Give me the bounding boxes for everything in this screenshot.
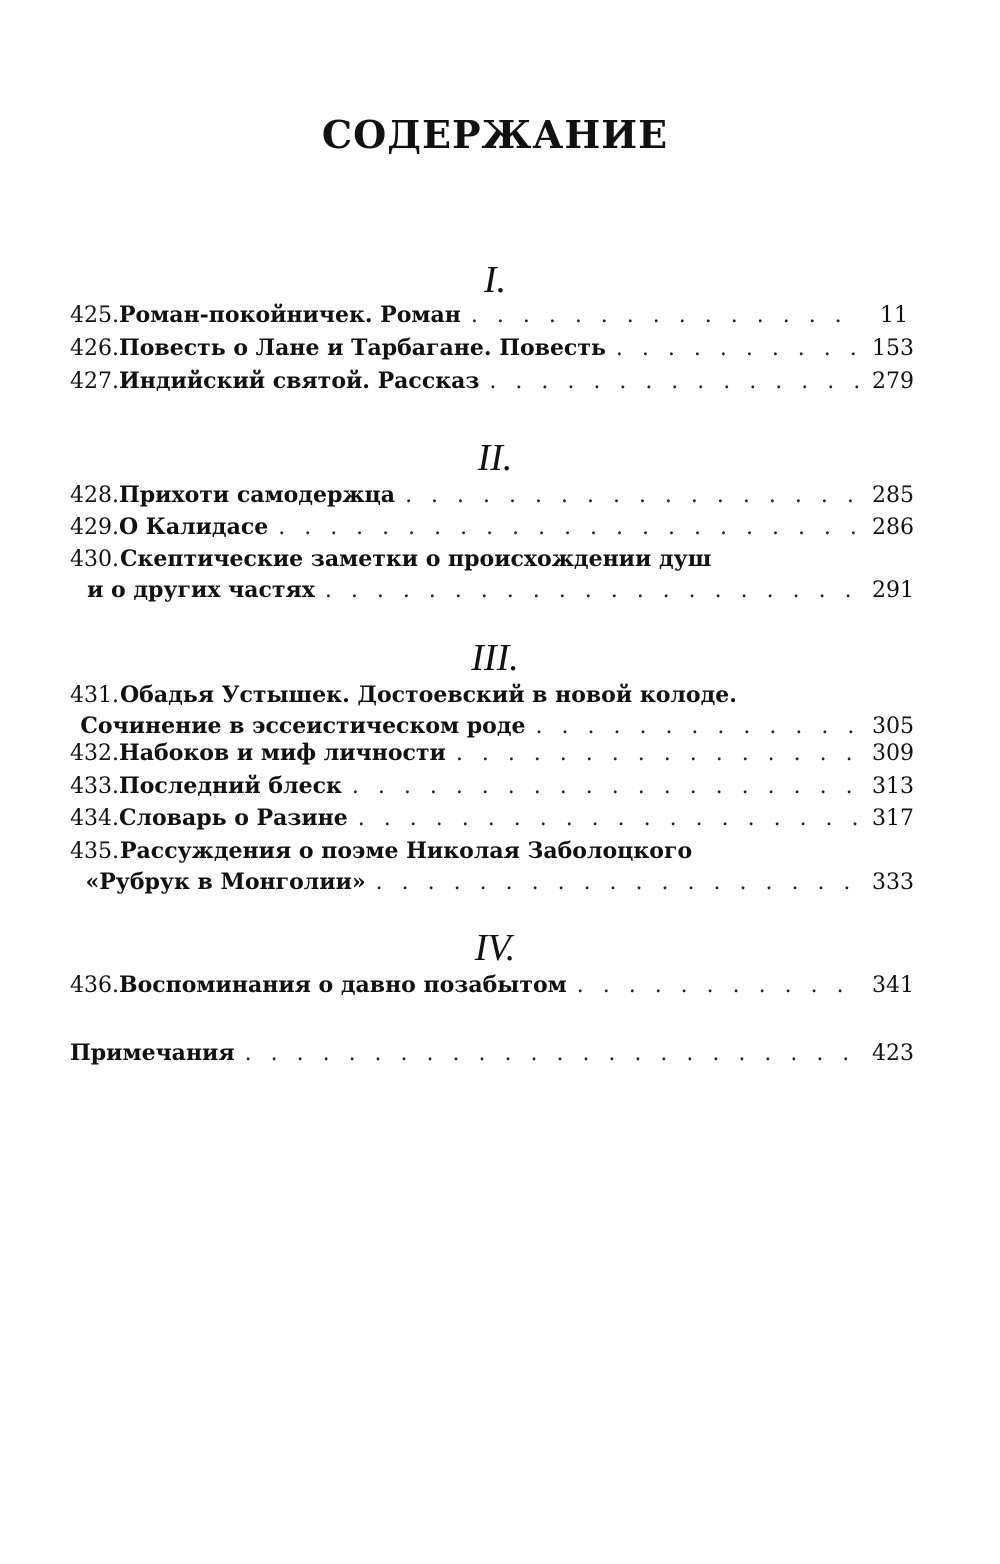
- entry-title-continuation: «Рубрук в Монголии»: [85, 869, 366, 895]
- toc-entry-notes[interactable]: [70, 1038, 914, 1069]
- entry-title: Скептические заметки о происхождении душ: [120, 546, 712, 572]
- section-heading-1: I.: [483, 259, 507, 301]
- entry-title: Прихоти самодержца: [118, 482, 396, 508]
- toc-entry[interactable]: [70, 803, 914, 834]
- leader-dots: [405, 481, 862, 511]
- leader-dots: [245, 1039, 862, 1069]
- entry-page: 279: [872, 369, 914, 394]
- entry-title-continuation: и о других частях: [87, 577, 315, 603]
- entry-title: Индийский святой. Рассказ: [118, 368, 480, 394]
- entry-number: 430.: [70, 547, 119, 572]
- leader-dots: [489, 367, 862, 397]
- toc-entry[interactable]: [70, 771, 914, 802]
- entry-title: Роман-покойничек. Роман: [118, 302, 461, 328]
- entry-number: 425.: [70, 303, 119, 328]
- leader-dots: [471, 301, 862, 331]
- leader-dots: [616, 334, 862, 364]
- entry-page: 286: [872, 515, 914, 540]
- toc-entry[interactable]: [70, 738, 914, 769]
- entry-page: 333: [872, 870, 914, 895]
- leader-dots: [456, 739, 862, 769]
- entry-number: 435.: [70, 839, 119, 864]
- entry-page: 305: [872, 714, 914, 739]
- toc-entry[interactable]: [70, 300, 908, 331]
- entry-title: Набоков и миф личности: [118, 740, 446, 766]
- entry-title: Последний блеск: [118, 773, 342, 799]
- toc-entry[interactable]: [70, 544, 914, 606]
- entry-number: 429.: [70, 515, 119, 540]
- entry-title: Словарь о Разине: [118, 805, 348, 831]
- entry-page: 153: [872, 336, 914, 361]
- leader-dots: [278, 513, 862, 543]
- entry-number: 433.: [70, 774, 119, 799]
- entry-number: 436.: [70, 973, 119, 998]
- entry-title: Повесть о Лане и Тарбагане. Повесть: [118, 335, 606, 361]
- entry-number: 427.: [70, 369, 119, 394]
- leader-dots: [577, 971, 862, 1001]
- entry-number: 428.: [70, 483, 119, 508]
- toc-entry[interactable]: [70, 480, 914, 511]
- section-heading-3: III.: [471, 637, 519, 679]
- notes-page: 423: [872, 1041, 914, 1066]
- toc-entry[interactable]: [70, 836, 914, 898]
- entry-title-continuation: Сочинение в эссеистическом роде: [80, 713, 526, 739]
- entry-number: 426.: [70, 336, 119, 361]
- entry-page: 313: [872, 774, 914, 799]
- entry-title: Воспоминания о давно позабытом: [118, 972, 567, 998]
- section-heading-2: II.: [477, 437, 513, 479]
- entry-title: О Калидасе: [118, 514, 269, 540]
- toc-entry[interactable]: [70, 680, 914, 742]
- page-title: СОДЕРЖАНИЕ: [321, 112, 669, 157]
- section-heading-4: IV.: [474, 927, 516, 969]
- toc-entry[interactable]: [70, 366, 914, 397]
- entry-page: 317: [872, 806, 914, 831]
- entry-page: 285: [872, 483, 914, 508]
- entry-number: 431.: [70, 683, 119, 708]
- toc-entry[interactable]: [70, 970, 914, 1001]
- entry-page: 309: [872, 741, 914, 766]
- entry-page: 291: [872, 578, 914, 603]
- leader-dots: [358, 804, 862, 834]
- entry-title: Рассуждения о поэме Николая Заболоцкого: [120, 838, 693, 864]
- entry-number: 434.: [70, 806, 119, 831]
- leader-dots: [376, 868, 862, 898]
- leader-dots: [325, 576, 862, 606]
- entry-page: 341: [872, 973, 914, 998]
- entry-title: Обадья Устышек. Достоевский в новой колоде.: [120, 682, 737, 708]
- toc-entry[interactable]: [70, 333, 914, 364]
- notes-title: Примечания: [70, 1040, 235, 1066]
- toc-entry[interactable]: [70, 512, 914, 543]
- leader-dots: [352, 772, 862, 802]
- entry-page: 11: [880, 303, 908, 328]
- entry-number: 432.: [70, 741, 119, 766]
